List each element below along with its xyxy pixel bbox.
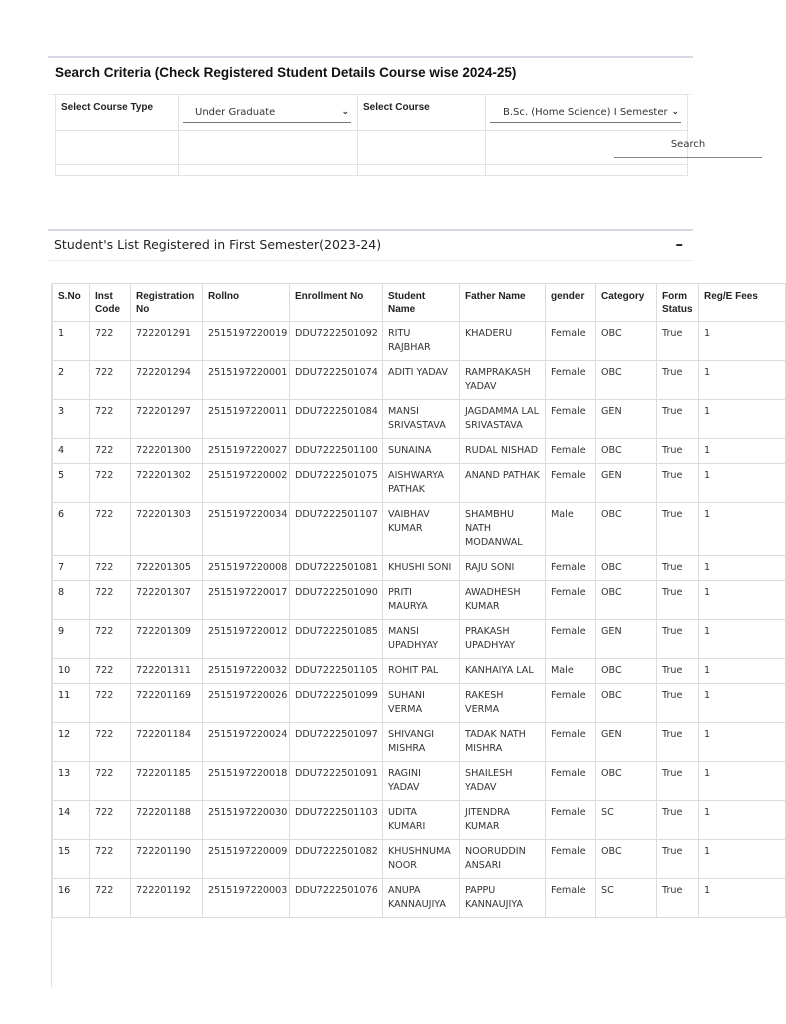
cell-student-name: ROHIT PAL [383,659,460,684]
cell-father-name: KHADERU [460,322,546,361]
course-select[interactable] [490,105,681,123]
table-row [53,762,786,801]
cell-reg-fees: 1 [699,322,786,361]
cell-form-status: True [657,464,699,503]
table-row [53,684,786,723]
cell-sno: 2 [53,361,90,400]
cell-form-status: True [657,361,699,400]
table-row [53,322,786,361]
table-header-row [53,284,786,322]
cell-inst-code: 722 [90,659,131,684]
cell-gender: Female [546,620,596,659]
cell-enrollment-no: DDU7222501082 [290,840,383,879]
column-header-gender: gender [546,284,596,322]
cell-registration-no: 722201307 [131,581,203,620]
cell-rollno: 2515197220001 [203,361,290,400]
cell-reg-fees: 1 [699,620,786,659]
cell-enrollment-no: DDU7222501074 [290,361,383,400]
cell-sno: 13 [53,762,90,801]
cell-sno: 3 [53,400,90,439]
chevron-down-icon: ⌄ [341,107,349,117]
cell-category: OBC [596,684,657,723]
cell-reg-fees: 1 [699,879,786,918]
cell-inst-code: 722 [90,801,131,840]
cell-registration-no: 722201192 [131,879,203,918]
cell-form-status: True [657,762,699,801]
cell-father-name: ANAND PATHAK [460,464,546,503]
cell-inst-code: 722 [90,361,131,400]
cell-gender: Female [546,840,596,879]
empty-cell [358,131,486,165]
cell-gender: Female [546,723,596,762]
cell-reg-fees: 1 [699,503,786,556]
cell-rollno: 2515197220012 [203,620,290,659]
cell-registration-no: 722201309 [131,620,203,659]
cell-rollno: 2515197220017 [203,581,290,620]
column-header-form-status: Form Status [657,284,699,322]
cell-enrollment-no: DDU7222501085 [290,620,383,659]
column-header-rollno: Rollno [203,284,290,322]
cell-student-name: UDITA KUMARI [383,801,460,840]
cell-father-name: NOORUDDIN ANSARI [460,840,546,879]
cell-reg-fees: 1 [699,801,786,840]
cell-enrollment-no: DDU7222501081 [290,556,383,581]
search-criteria-panel [48,56,706,150]
cell-inst-code: 722 [90,400,131,439]
cell-enrollment-no: DDU7222501090 [290,581,383,620]
cell-enrollment-no: DDU7222501105 [290,659,383,684]
course-type-value: Under Graduate [195,107,276,118]
cell-father-name: RAJU SONI [460,556,546,581]
cell-enrollment-no: DDU7222501107 [290,503,383,556]
cell-category: GEN [596,464,657,503]
cell-father-name: PAPPU KANNAUJIYA [460,879,546,918]
cell-category: GEN [596,723,657,762]
cell-rollno: 2515197220008 [203,556,290,581]
cell-reg-fees: 1 [699,659,786,684]
cell-sno: 5 [53,464,90,503]
table-row [53,556,786,581]
cell-sno: 12 [53,723,90,762]
cell-rollno: 2515197220018 [203,762,290,801]
cell-student-name: MANSI UPADHYAY [383,620,460,659]
course-label: Select Course [363,102,430,113]
cell-enrollment-no: DDU7222501076 [290,879,383,918]
cell-form-status: True [657,684,699,723]
cell-student-name: AISHWARYA PATHAK [383,464,460,503]
column-header-inst-code: Inst Code [90,284,131,322]
cell-registration-no: 722201302 [131,464,203,503]
table-row [53,801,786,840]
table-row [53,620,786,659]
cell-reg-fees: 1 [699,581,786,620]
course-type-label: Select Course Type [61,102,154,113]
cell-student-name: SUNAINA [383,439,460,464]
cell-rollno: 2515197220019 [203,322,290,361]
cell-rollno: 2515197220003 [203,879,290,918]
cell-rollno: 2515197220009 [203,840,290,879]
course-type-select[interactable] [183,105,351,123]
empty-cell [486,165,688,176]
cell-student-name: SUHANI VERMA [383,684,460,723]
cell-form-status: True [657,620,699,659]
cell-form-status: True [657,801,699,840]
cell-form-status: True [657,581,699,620]
cell-inst-code: 722 [90,322,131,361]
table-row [53,840,786,879]
cell-gender: Male [546,659,596,684]
cell-student-name: KHUSHI SONI [383,556,460,581]
cell-category: SC [596,879,657,918]
cell-student-name: PRITI MAURYA [383,581,460,620]
cell-registration-no: 722201184 [131,723,203,762]
cell-registration-no: 722201188 [131,801,203,840]
cell-enrollment-no: DDU7222501100 [290,439,383,464]
cell-sno: 9 [53,620,90,659]
student-table [52,283,786,918]
cell-gender: Female [546,762,596,801]
cell-gender: Female [546,581,596,620]
cell-sno: 6 [53,503,90,556]
cell-inst-code: 722 [90,684,131,723]
cell-form-status: True [657,503,699,556]
cell-reg-fees: 1 [699,464,786,503]
table-row [53,439,786,464]
cell-sno: 1 [53,322,90,361]
cell-category: OBC [596,840,657,879]
cell-category: OBC [596,659,657,684]
cell-inst-code: 722 [90,879,131,918]
cell-enrollment-no: DDU7222501075 [290,464,383,503]
cell-reg-fees: 1 [699,439,786,464]
cell-gender: Female [546,400,596,439]
cell-enrollment-no: DDU7222501097 [290,723,383,762]
table-row [53,659,786,684]
cell-student-name: KHUSHNUMA NOOR [383,840,460,879]
table-row [53,361,786,400]
cell-gender: Male [546,503,596,556]
cell-inst-code: 722 [90,723,131,762]
divider [48,260,693,261]
cell-reg-fees: 1 [699,762,786,801]
cell-gender: Female [546,801,596,840]
cell-category: OBC [596,361,657,400]
cell-sno: 15 [53,840,90,879]
cell-category: GEN [596,620,657,659]
search-button[interactable]: Search [614,137,762,158]
student-table-scroll[interactable] [51,283,758,987]
cell-gender: Female [546,879,596,918]
cell-father-name: PRAKASH UPADHYAY [460,620,546,659]
cell-inst-code: 722 [90,464,131,503]
cell-father-name: KANHAIYA LAL [460,659,546,684]
cell-father-name: SHAILESH YADAV [460,762,546,801]
cell-student-name: VAIBHAV KUMAR [383,503,460,556]
cell-category: OBC [596,322,657,361]
cell-inst-code: 722 [90,503,131,556]
cell-registration-no: 722201190 [131,840,203,879]
cell-reg-fees: 1 [699,840,786,879]
empty-cell [358,165,486,176]
cell-sno: 11 [53,684,90,723]
cell-inst-code: 722 [90,762,131,801]
cell-registration-no: 722201185 [131,762,203,801]
search-criteria-title: Search Criteria (Check Registered Student Details Course wise 2024-25) [55,65,517,80]
cell-category: OBC [596,556,657,581]
cell-rollno: 2515197220002 [203,464,290,503]
cell-father-name: TADAK NATH MISHRA [460,723,546,762]
cell-gender: Female [546,439,596,464]
cell-rollno: 2515197220011 [203,400,290,439]
cell-form-status: True [657,879,699,918]
cell-reg-fees: 1 [699,723,786,762]
cell-father-name: JAGDAMMA LAL SRIVASTAVA [460,400,546,439]
table-row [53,400,786,439]
table-body [53,322,786,918]
cell-rollno: 2515197220032 [203,659,290,684]
column-header-father-name: Father Name [460,284,546,322]
cell-father-name: AWADHESH KUMAR [460,581,546,620]
cell-inst-code: 722 [90,439,131,464]
cell-reg-fees: 1 [699,556,786,581]
cell-enrollment-no: DDU7222501099 [290,684,383,723]
cell-inst-code: 722 [90,840,131,879]
cell-registration-no: 722201311 [131,659,203,684]
course-value: B.Sc. (Home Science) I Semester [503,107,668,118]
chevron-down-icon: ⌄ [671,107,679,117]
cell-gender: Female [546,322,596,361]
cell-form-status: True [657,400,699,439]
empty-cell [56,165,179,176]
cell-sno: 4 [53,439,90,464]
table-row [53,464,786,503]
empty-cell [179,165,358,176]
cell-rollno: 2515197220027 [203,439,290,464]
cell-enrollment-no: DDU7222501091 [290,762,383,801]
cell-gender: Female [546,556,596,581]
column-header-sno: S.No [53,284,90,322]
cell-father-name: SHAMBHU NATH MODANWAL [460,503,546,556]
cell-inst-code: 722 [90,620,131,659]
cell-sno: 16 [53,879,90,918]
column-header-reg-fees: Reg/E Fees [699,284,786,322]
cell-category: OBC [596,439,657,464]
cell-inst-code: 722 [90,556,131,581]
cell-inst-code: 722 [90,581,131,620]
cell-gender: Female [546,684,596,723]
cell-form-status: True [657,840,699,879]
cell-registration-no: 722201169 [131,684,203,723]
cell-student-name: MANSI SRIVASTAVA [383,400,460,439]
collapse-button[interactable]: – [675,235,683,253]
cell-student-name: RAGINI YADAV [383,762,460,801]
cell-category: GEN [596,400,657,439]
column-header-category: Category [596,284,657,322]
cell-student-name: ADITI YADAV [383,361,460,400]
search-criteria-form [55,94,706,176]
cell-enrollment-no: DDU7222501092 [290,322,383,361]
cell-enrollment-no: DDU7222501103 [290,801,383,840]
cell-reg-fees: 1 [699,361,786,400]
table-row [53,723,786,762]
cell-student-name: ANUPA KANNAUJIYA [383,879,460,918]
cell-form-status: True [657,556,699,581]
student-list-panel [48,229,693,261]
cell-category: OBC [596,581,657,620]
cell-registration-no: 722201291 [131,322,203,361]
cell-rollno: 2515197220024 [203,723,290,762]
cell-father-name: RAKESH VERMA [460,684,546,723]
cell-gender: Female [546,361,596,400]
cell-father-name: RUDAL NISHAD [460,439,546,464]
cell-gender: Female [546,464,596,503]
cell-registration-no: 722201300 [131,439,203,464]
cell-sno: 7 [53,556,90,581]
table-row [53,879,786,918]
cell-category: OBC [596,762,657,801]
cell-category: OBC [596,503,657,556]
cell-father-name: RAMPRAKASH YADAV [460,361,546,400]
cell-category: SC [596,801,657,840]
cell-form-status: True [657,439,699,464]
cell-registration-no: 722201294 [131,361,203,400]
table-row [53,503,786,556]
cell-form-status: True [657,659,699,684]
column-header-student-name: Student Name [383,284,460,322]
cell-enrollment-no: DDU7222501084 [290,400,383,439]
cell-reg-fees: 1 [699,684,786,723]
cell-form-status: True [657,723,699,762]
column-header-registration-no: Registration No [131,284,203,322]
cell-registration-no: 722201303 [131,503,203,556]
empty-cell [179,131,358,165]
student-list-title: Student's List Registered in First Semester(2023-24) [54,237,382,252]
cell-registration-no: 722201297 [131,400,203,439]
cell-registration-no: 722201305 [131,556,203,581]
cell-sno: 8 [53,581,90,620]
cell-sno: 14 [53,801,90,840]
cell-student-name: SHIVANGI MISHRA [383,723,460,762]
cell-rollno: 2515197220030 [203,801,290,840]
cell-form-status: True [657,322,699,361]
cell-rollno: 2515197220034 [203,503,290,556]
cell-rollno: 2515197220026 [203,684,290,723]
cell-student-name: RITU RAJBHAR [383,322,460,361]
cell-father-name: JITENDRA KUMAR [460,801,546,840]
column-header-enrollment-no: Enrollment No [290,284,383,322]
cell-reg-fees: 1 [699,400,786,439]
cell-sno: 10 [53,659,90,684]
table-row [53,581,786,620]
empty-cell [56,131,179,165]
